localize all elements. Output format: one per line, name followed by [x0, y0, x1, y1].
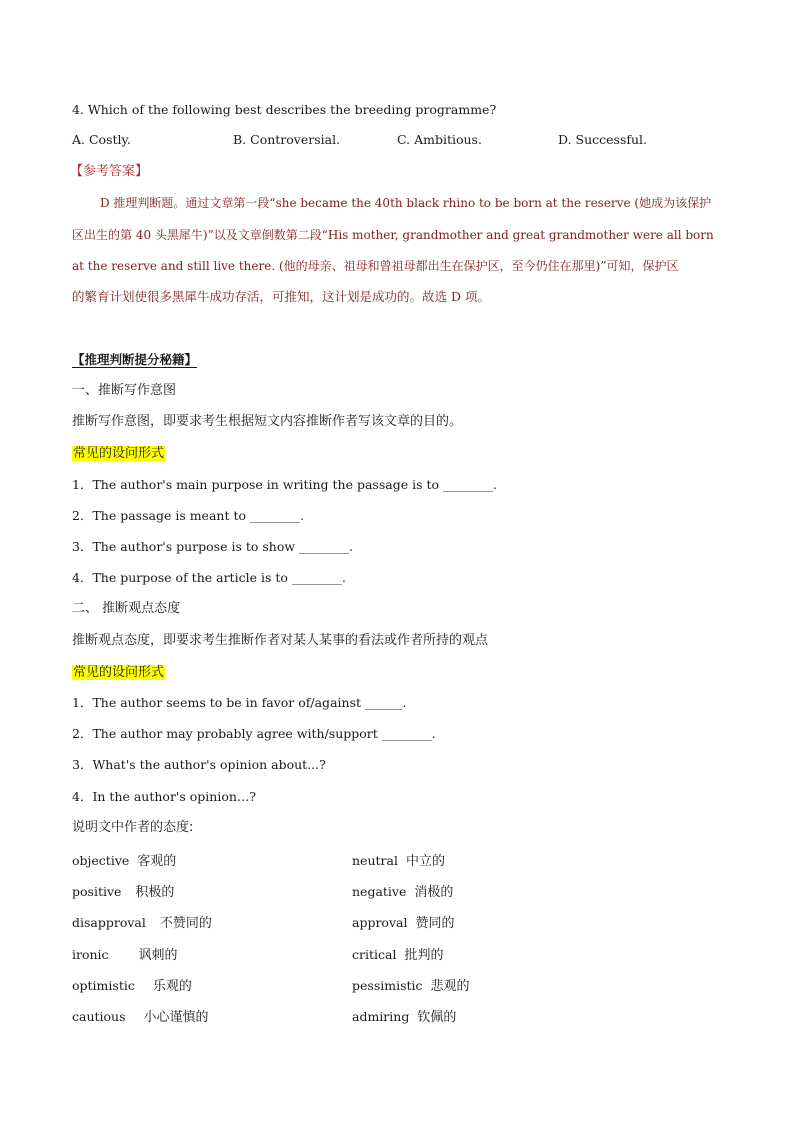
part1-heading: 一、推断写作意图: [72, 383, 177, 398]
attitude-gloss: 消极的: [414, 885, 454, 900]
attitude-row-1-left: [72, 850, 176, 869]
part2-heading: 二、 推断观点态度: [72, 601, 181, 616]
attitude-term: optimistic: [72, 978, 135, 993]
attitude-term: objective: [72, 853, 130, 868]
part1-label-wrapper: [72, 444, 165, 463]
option-c: C. Ambitious.: [397, 132, 482, 147]
attitude-row-2-left: [72, 881, 174, 900]
answer-tag: 【参考答案】: [70, 164, 149, 179]
attitude-term: approval: [352, 915, 408, 930]
attitude-term: pessimistic: [352, 978, 423, 993]
part1-item-3: 3．The author's purpose is to show ________.: [72, 539, 353, 554]
part2-label: 常见的设问形式: [73, 665, 165, 680]
option-d: D. Successful.: [558, 132, 648, 147]
attitude-heading: 说明文中作者的态度:: [72, 820, 194, 835]
attitude-row-6-left: [72, 1006, 209, 1025]
attitude-row-3-right: [352, 912, 454, 931]
attitude-term: disapproval: [72, 915, 146, 930]
part1-item-4: 4．The purpose of the article is to ________.: [72, 570, 346, 585]
attitude-gloss: 不赞同的: [159, 916, 212, 931]
attitude-gloss: 中立的: [405, 854, 445, 869]
attitude-gloss: 小心谨慎的: [143, 1010, 209, 1025]
attitude-gloss: 赞同的: [415, 916, 455, 931]
part1-item-1: 1．The author's main purpose in writing the passage is to ________.: [72, 477, 497, 492]
option-b: B. Controversial.: [233, 132, 341, 147]
part2-item-4: 4．In the author's opinion…?: [72, 789, 257, 804]
answer-line-3: at the reserve and still live there. (他的母亲、祖母和曾祖母都出生在保护区，至今仍住在那里)”可知，保护区: [72, 259, 679, 273]
attitude-term: cautious: [72, 1009, 126, 1024]
attitude-gloss: 积极的: [135, 885, 175, 900]
attitude-row-6-right: [352, 1006, 456, 1025]
attitude-gloss: 客观的: [137, 854, 177, 869]
attitude-row-3-left: [72, 912, 212, 931]
attitude-gloss: 讽刺的: [138, 948, 178, 963]
part1-label: 常见的设问形式: [73, 446, 165, 461]
attitude-row-4-right: [352, 944, 443, 963]
attitude-term: negative: [352, 884, 407, 899]
attitude-gloss: 悲观的: [430, 979, 470, 994]
attitude-row-5-left: [72, 975, 192, 994]
attitude-term: ironic: [72, 947, 109, 962]
answer-line-2: 区出生的第 40 头黑犀牛)”以及文章倒数第二段“His mother, grandmother and great grandmother were all born: [72, 228, 714, 242]
part2-item-2: 2．The author may probably agree with/support ________.: [72, 726, 436, 741]
tips-title: 【推理判断提分秘籍】: [72, 352, 198, 367]
attitude-gloss: 钦佩的: [417, 1010, 457, 1025]
attitude-row-2-right: [352, 881, 453, 900]
question-stem: 4. Which of the following best describes the breeding programme?: [72, 102, 497, 117]
part1-item-2: 2．The passage is meant to ________.: [72, 508, 304, 523]
part2-item-1: 1．The author seems to be in favor of/against ______.: [72, 695, 407, 710]
answer-line-1: D 推理判断题。通过文章第一段“she became the 40th black rhino to be born at the reserve (她成为该保护: [100, 196, 712, 210]
option-a: A. Costly.: [72, 132, 131, 147]
attitude-term: neutral: [352, 853, 398, 868]
part2-desc: 推断观点态度，即要求考生推断作者对某人某事的看法或作者所持的观点: [72, 633, 489, 648]
attitude-gloss: 批判的: [404, 948, 444, 963]
answer-line-4: 的繁育计划使很多黑犀牛成功存活，可推知，这计划是成功的。故选 D 项。: [72, 289, 490, 304]
attitude-row-1-right: [352, 850, 445, 869]
attitude-term: admiring: [352, 1009, 410, 1024]
part2-label-wrapper: [72, 663, 165, 682]
attitude-row-5-right: [352, 975, 470, 994]
attitude-row-4-left: [72, 944, 178, 963]
part2-item-3: 3．What's the author's opinion about...?: [72, 757, 326, 772]
attitude-term: critical: [352, 947, 397, 962]
attitude-term: positive: [72, 884, 122, 899]
tips-title-wrapper: [72, 351, 197, 369]
part1-desc: 推断写作意图，即要求考生根据短文内容推断作者写该文章的目的。: [72, 414, 463, 429]
attitude-gloss: 乐观的: [152, 979, 192, 994]
